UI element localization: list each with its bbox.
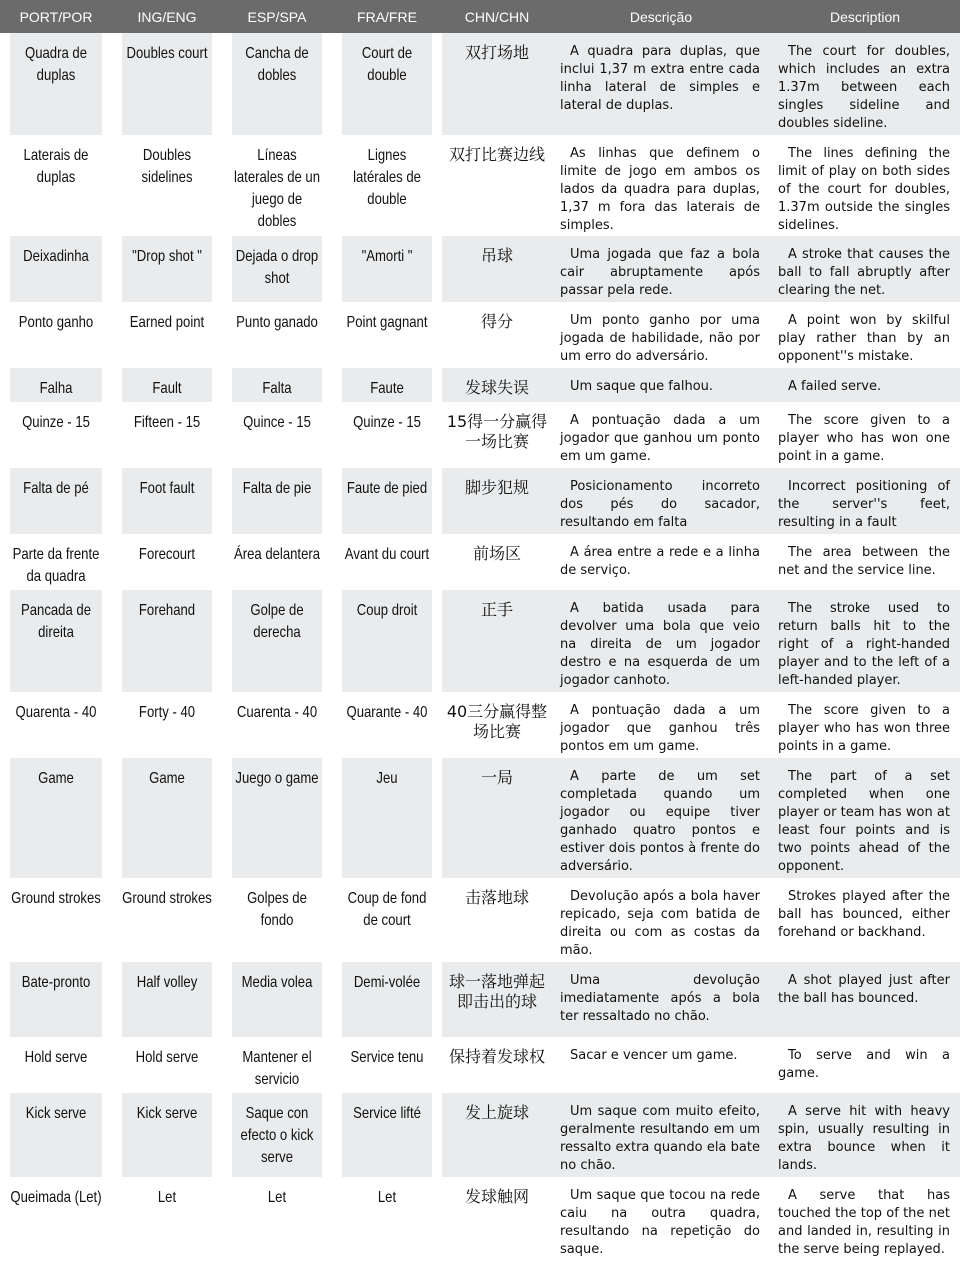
term-fre: Faute (342, 368, 432, 402)
term-eng: Doubles sidelines (122, 135, 212, 236)
header-cell-chn: CHN/CHN (442, 0, 552, 33)
header-cell-eng: ING/ENG (112, 0, 222, 33)
table-row (0, 1093, 960, 1177)
description-pt: Uma devolução imediatamente após a bola ter ressaltado no chão. (552, 962, 770, 1037)
term-fre: Point gagnant (342, 302, 432, 368)
term-por: Quarenta - 40 (10, 692, 102, 758)
term-por: Falha (10, 368, 102, 402)
term-por: Quadra de duplas (10, 33, 102, 135)
term-por: Parte da frente da quadra (10, 534, 102, 590)
term-por: Laterais de duplas (10, 135, 102, 236)
description-pt: Sacar e vencer um game. (552, 1037, 770, 1093)
description-en: To serve and win a game. (770, 1037, 960, 1093)
term-eng: Earned point (122, 302, 212, 368)
table-row (0, 1037, 960, 1093)
term-por: Bate-pronto (10, 962, 102, 1037)
term-fre: "Amorti " (342, 236, 432, 302)
description-pt: Um saque com muito efeito, geralmente resultando em um ressalto extra quando ela bate no chão. (552, 1093, 770, 1177)
description-en: A stroke that causes the ball to fall abruptly after clearing the net. (770, 236, 960, 302)
term-chn: 正手 (442, 590, 552, 692)
term-chn: 一局 (442, 758, 552, 878)
term-fre: Service lifté (342, 1093, 432, 1177)
term-fre: Let (342, 1177, 432, 1262)
table-row (0, 962, 960, 1037)
term-eng: Forty - 40 (122, 692, 212, 758)
term-chn: 40三分赢得整场比赛 (442, 692, 552, 758)
term-por: Ponto ganho (10, 302, 102, 368)
term-fre: Avant du court (342, 534, 432, 590)
table-row (0, 1177, 960, 1262)
table-row (0, 33, 960, 135)
term-fre: Jeu (342, 758, 432, 878)
term-eng: Half volley (122, 962, 212, 1037)
table-row (0, 590, 960, 692)
description-en: A serve hit with heavy spin, usually resulting in extra bounce when it lands. (770, 1093, 960, 1177)
description-pt: A pontuação dada a um jogador que ganhou três pontos em um game. (552, 692, 770, 758)
description-en: The stroke used to return balls hit to the right of a right-handed player and to the left of a left-handed player. (770, 590, 960, 692)
header-cell-desc-en: Description (770, 0, 960, 33)
term-chn: 15得一分赢得一场比赛 (442, 402, 552, 468)
term-chn: 击落地球 (442, 878, 552, 962)
term-por: Deixadinha (10, 236, 102, 302)
header-row (0, 0, 960, 33)
term-por: Game (10, 758, 102, 878)
description-pt: Devolução após a bola haver repicado, seja com batida de direita ou com as costas da mão. (552, 878, 770, 962)
term-eng: Game (122, 758, 212, 878)
term-eng: Fifteen - 15 (122, 402, 212, 468)
description-pt: Um saque que tocou na rede caiu na outra quadra, resultando na repetição do saque. (552, 1177, 770, 1262)
description-pt: Um ponto ganho por uma jogada de habilidade, não por um erro do adversário. (552, 302, 770, 368)
description-en: A failed serve. (770, 368, 960, 402)
term-fre: Faute de pied (342, 468, 432, 534)
term-por: Quinze - 15 (10, 402, 102, 468)
term-por: Queimada (Let) (10, 1177, 102, 1262)
term-eng: Let (122, 1177, 212, 1262)
term-fre: Service tenu (342, 1037, 432, 1093)
description-pt: Um saque que falhou. (552, 368, 770, 402)
term-por: Hold serve (10, 1037, 102, 1093)
table-row (0, 236, 960, 302)
term-chn: 发球触网 (442, 1177, 552, 1262)
table-row (0, 468, 960, 534)
description-en: The score given to a player who has won one point in a game. (770, 402, 960, 468)
term-por: Falta de pé (10, 468, 102, 534)
description-en: The area between the net and the service line. (770, 534, 960, 590)
term-fre: Demi-volée (342, 962, 432, 1037)
term-spa: Falta de pie (232, 468, 322, 534)
description-en: The score given to a player who has won three points in a game. (770, 692, 960, 758)
table-row (0, 135, 960, 236)
description-en: The part of a set completed when one player or team has won at least four points and is two points ahead of the opponent. (770, 758, 960, 878)
term-fre: Court de double (342, 33, 432, 135)
term-eng: Foot fault (122, 468, 212, 534)
term-chn: 发上旋球 (442, 1093, 552, 1177)
description-pt: Uma jogada que faz a bola cair abruptamente após passar pela rede. (552, 236, 770, 302)
term-spa: Media volea (232, 962, 322, 1037)
description-en: A point won by skilful play rather than by an opponent''s mistake. (770, 302, 960, 368)
term-por: Pancada de direita (10, 590, 102, 692)
description-pt: A parte de um set completada quando um jogador ou equipe tiver ganhado quatro pontos e estiver dois pontos à frente do adversário. (552, 758, 770, 878)
term-chn: 双打场地 (442, 33, 552, 135)
term-spa: Punto ganado (232, 302, 322, 368)
description-en: Incorrect positioning of the server''s feet, resulting in a fault (770, 468, 960, 534)
header-cell-spa: ESP/SPA (222, 0, 332, 33)
term-chn: 吊球 (442, 236, 552, 302)
term-fre: Coup droit (342, 590, 432, 692)
term-chn: 球一落地弹起即击出的球 (442, 962, 552, 1037)
table-row (0, 534, 960, 590)
term-spa: Falta (232, 368, 322, 402)
term-fre: Quinze - 15 (342, 402, 432, 468)
table-row (0, 692, 960, 758)
term-por: Kick serve (10, 1093, 102, 1177)
table-row (0, 368, 960, 402)
term-spa: Cuarenta - 40 (232, 692, 322, 758)
header-cell-por: PORT/POR (0, 0, 112, 33)
term-spa: Saque con efecto o kick serve (232, 1093, 322, 1177)
term-chn: 保持着发球权 (442, 1037, 552, 1093)
table-row (0, 878, 960, 962)
table-row (0, 302, 960, 368)
term-spa: Mantener el servicio (232, 1037, 322, 1093)
description-pt: A quadra para duplas, que inclui 1,37 m extra entre cada linha lateral de simples e lateral de duplas. (552, 33, 770, 135)
description-pt: As linhas que definem o limite de jogo em ambos os lados da quadra para duplas, 1,37 m fora das laterais de simples. (552, 135, 770, 236)
term-fre: Lignes latérales de double (342, 135, 432, 236)
term-fre: Quarante - 40 (342, 692, 432, 758)
term-chn: 发球失误 (442, 368, 552, 402)
term-spa: Juego o game (232, 758, 322, 878)
header-cell-fre: FRA/FRE (332, 0, 442, 33)
term-eng: "Drop shot " (122, 236, 212, 302)
term-spa: Golpes de fondo (232, 878, 322, 962)
term-fre: Coup de fond de court (342, 878, 432, 962)
term-eng: Ground strokes (122, 878, 212, 962)
term-eng: Fault (122, 368, 212, 402)
description-en: A shot played just after the ball has bounced. (770, 962, 960, 1037)
term-chn: 得分 (442, 302, 552, 368)
term-spa: Dejada o drop shot (232, 236, 322, 302)
term-spa: Quince - 15 (232, 402, 322, 468)
term-spa: Líneas laterales de un juego de dobles (232, 135, 322, 236)
term-spa: Golpe de derecha (232, 590, 322, 692)
term-spa: Let (232, 1177, 322, 1262)
description-pt: Posicionamento incorreto dos pés do sacador, resultando em falta (552, 468, 770, 534)
term-eng: Doubles court (122, 33, 212, 135)
description-pt: A pontuação dada a um jogador que ganhou um ponto em um game. (552, 402, 770, 468)
term-chn: 脚步犯规 (442, 468, 552, 534)
term-eng: Kick serve (122, 1093, 212, 1177)
description-en: The lines defining the limit of play on both sides of the court for doubles, 1.37m outside the singles sidelines. (770, 135, 960, 236)
description-en: The court for doubles, which includes an extra 1.37m between each singles sideline and doubles sideline. (770, 33, 960, 135)
term-chn: 前场区 (442, 534, 552, 590)
description-en: Strokes played after the ball has bounced, either forehand or backhand. (770, 878, 960, 962)
header-cell-desc-pt: Descrição (552, 0, 770, 33)
term-por: Ground strokes (10, 878, 102, 962)
term-spa: Cancha de dobles (232, 33, 322, 135)
description-pt: A batida usada para devolver uma bola que veio na direita de um jogador destro e na esquerda de um jogador canhoto. (552, 590, 770, 692)
term-eng: Hold serve (122, 1037, 212, 1093)
term-spa: Área delantera (232, 534, 322, 590)
term-chn: 双打比赛边线 (442, 135, 552, 236)
table-row (0, 402, 960, 468)
term-eng: Forecourt (122, 534, 212, 590)
term-eng: Forehand (122, 590, 212, 692)
description-pt: A área entre a rede e a linha de serviço. (552, 534, 770, 590)
table-row (0, 758, 960, 878)
description-en: A serve that has touched the top of the net and landed in, resulting in the serve being replayed. (770, 1177, 960, 1262)
